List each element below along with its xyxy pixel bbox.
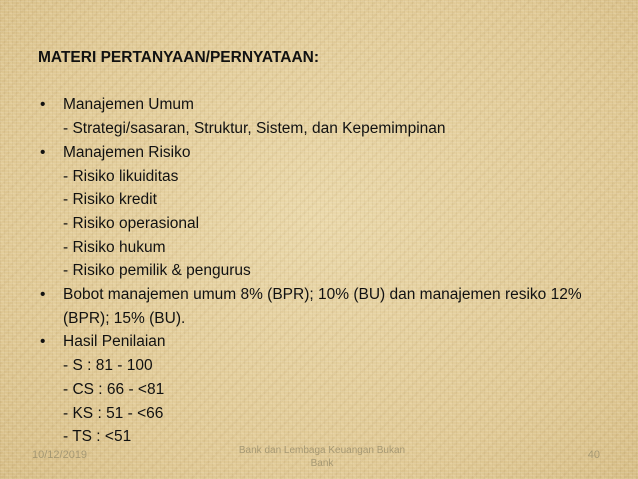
sub-item: - Strategi/sasaran, Struktur, Sistem, dan Kepemimpinan — [63, 120, 446, 138]
sub-item: - Risiko kredit — [63, 191, 157, 209]
bullet-text: Bobot manajemen umum 8% (BPR); 10% (BU) dan manajemen resiko 12% (BPR); 15% (BU). — [63, 286, 582, 327]
sub-item: - TS : <51 — [63, 428, 132, 446]
sub-item: - CS : 66 - <81 — [63, 380, 165, 398]
bullet-text: Hasil Penilaian — [63, 333, 166, 351]
bullet-item — [38, 141, 618, 283]
bullet-text: Manajemen Risiko — [63, 143, 191, 161]
bullet-item — [38, 330, 618, 449]
sub-item: - S : 81 - 100 — [63, 357, 153, 375]
sub-list — [63, 354, 618, 449]
sub-item: - Risiko hukum — [63, 238, 166, 256]
bullet-item — [38, 283, 618, 330]
footer-title-line: Bank — [310, 458, 334, 469]
sub-list — [63, 165, 618, 284]
sub-item: - Risiko likuiditas — [63, 167, 179, 185]
slide-heading: MATERI PERTANYAAN/PERNYATAAN: — [38, 49, 320, 66]
page-number: 40 — [587, 449, 600, 461]
sub-item: - Risiko operasional — [63, 214, 200, 232]
footer-date: 10/12/2019 — [32, 449, 88, 461]
slide-content — [38, 46, 618, 449]
footer-title-line: Bank dan Lembaga Keuangan Bukan — [238, 445, 406, 456]
bullet-item — [38, 93, 618, 140]
bullet-text: Manajemen Umum — [63, 96, 194, 114]
bullet-list — [38, 93, 618, 449]
footer-title — [222, 444, 422, 470]
sub-item: - Risiko pemilik & pengurus — [63, 262, 251, 280]
sub-item: - KS : 51 - <66 — [63, 404, 164, 422]
sub-list — [63, 117, 618, 141]
